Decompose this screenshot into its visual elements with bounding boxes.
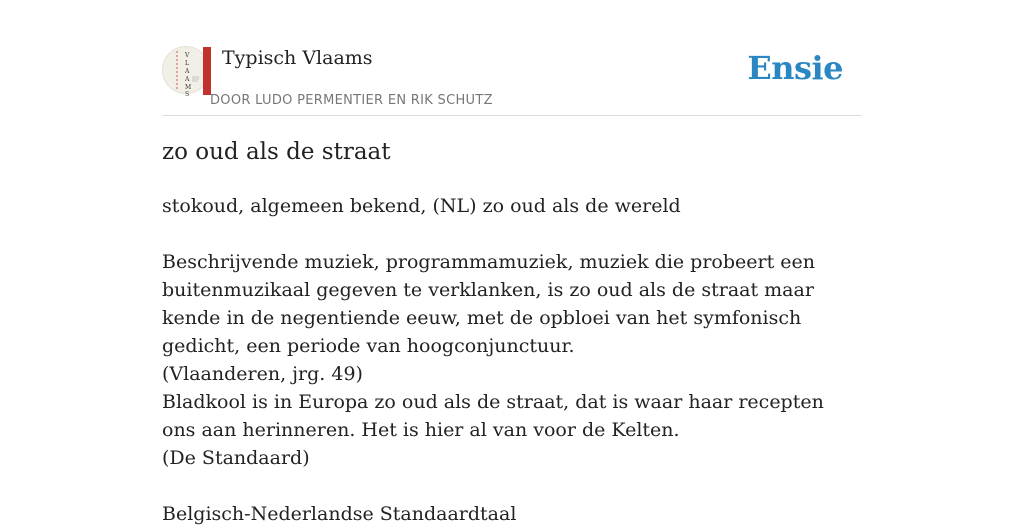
book-cover-icon (163, 47, 211, 98)
logo-letter: M (185, 84, 192, 91)
example-source: (De Standaard) (162, 447, 310, 469)
logo-letter: A (185, 76, 190, 83)
dictionary-logo[interactable] (162, 46, 210, 98)
entry-definition: stokoud, algemeen bekend, (NL) zo oud als de wereld (162, 195, 681, 217)
ensie-brand-link[interactable]: Ensie (747, 49, 843, 87)
example-quote: Beschrijvende muziek, programmamuziek, muziek die probeert een buitenmuzikaal gegeven te verklanken, is zo oud als de straat maar kende in de negentiende eeuw, met de opbloei van het symfonisch gedicht, een periode van hoogconjunctuur. (162, 251, 815, 357)
entry-category: Belgisch-Nederlandse Standaardtaal (162, 503, 517, 525)
example-source: (Vlaanderen, jrg. 49) (162, 363, 363, 385)
dictionary-title-link[interactable]: Typisch Vlaams (222, 47, 373, 69)
example-quote: Bladkool is in Europa zo oud als de straat, dat is waar haar recepten ons aan herinneren. Het is hier al van voor de Kelten. (162, 391, 824, 441)
logo-letter: A (185, 68, 190, 75)
dictionary-authors: DOOR LUDO PERMENTIER EN RIK SCHUTZ (210, 93, 493, 108)
logo-letter: L (185, 60, 189, 67)
dictionary-header (162, 44, 862, 116)
entry-content (162, 192, 862, 528)
paragraph-gap (162, 220, 862, 248)
logo-letter: S (185, 91, 190, 98)
logo-letter: V (185, 52, 190, 59)
paragraph-gap (162, 472, 862, 500)
entry-term: zo oud als de straat (162, 139, 391, 165)
